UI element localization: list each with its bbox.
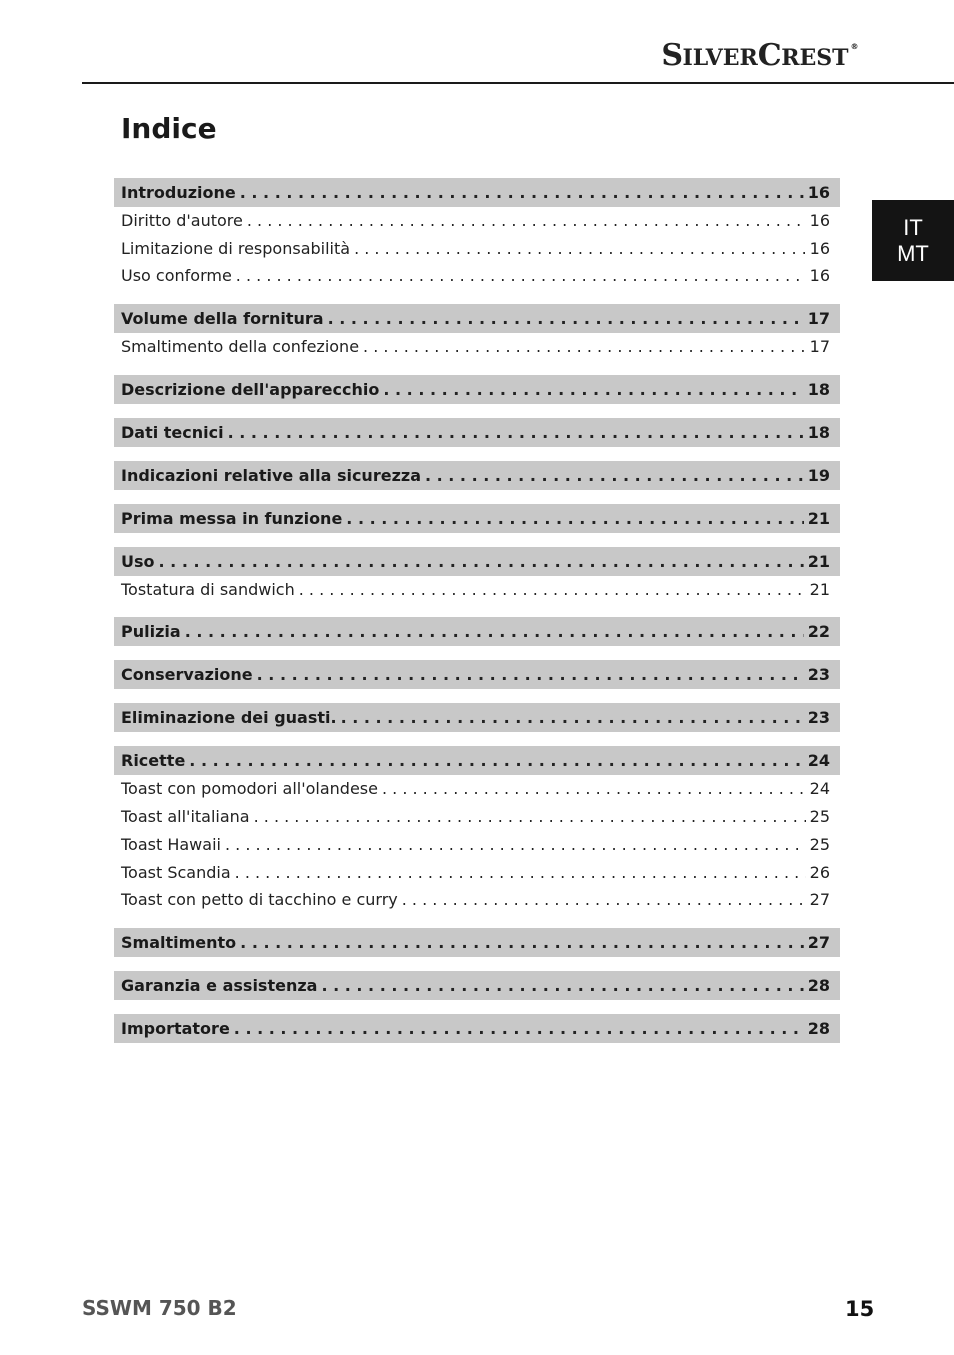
toc-entry-sub-page: 27 [809, 890, 830, 910]
brand-logo-letter: C [757, 38, 782, 73]
toc-entry-sub-title: Toast Scandia [121, 862, 231, 882]
toc-entry-main-page: 19 [807, 465, 830, 485]
dot-leader [189, 746, 803, 775]
toc-entry-sub-page: 16 [809, 238, 830, 258]
language-code-mt: MT [897, 240, 929, 266]
toc-entry-main-title: Pulizia [121, 622, 181, 642]
dot-leader [159, 547, 804, 576]
toc-entry-main-page: 23 [807, 708, 830, 728]
dot-leader [234, 1014, 804, 1043]
toc-entry-sub-title: Limitazione di responsabilità [121, 238, 351, 258]
dot-leader [346, 504, 803, 533]
toc-entry-sub-title: Toast all'italiana [121, 807, 250, 827]
toc-entry-main-title: Prima messa in funzione [121, 508, 343, 528]
dot-leader [257, 660, 804, 689]
toc-section [114, 418, 840, 447]
footer-page-number: 15 [845, 1297, 875, 1321]
toc-entry-sub-page: 16 [809, 211, 830, 230]
toc-entry-sub-title: Uso conforme [121, 266, 232, 286]
table-of-contents [114, 178, 840, 1057]
toc-section [114, 304, 840, 361]
toc-section [114, 375, 840, 404]
dot-leader [354, 235, 806, 263]
toc-entry-main-title: Smaltimento [121, 932, 237, 952]
dot-leader [299, 576, 806, 604]
toc-section [114, 178, 840, 290]
toc-entry-sub[interactable] [114, 262, 840, 290]
toc-entry-main[interactable] [114, 1014, 840, 1043]
dot-leader [236, 262, 806, 290]
brand-logo-letter: S [661, 38, 683, 73]
toc-entry-sub[interactable] [114, 859, 840, 887]
language-code-it: IT [903, 214, 923, 240]
toc-entry-main[interactable] [114, 617, 840, 646]
toc-entry-main-title: Garanzia e assistenza [121, 975, 318, 995]
toc-entry-main-page: 24 [807, 751, 830, 771]
footer-model: SSWM 750 B2 [82, 1296, 237, 1320]
toc-entry-sub-page: 25 [809, 807, 830, 827]
toc-entry-main[interactable] [114, 703, 840, 732]
registered-mark: ® [850, 42, 858, 51]
dot-leader [383, 375, 803, 404]
toc-section [114, 660, 840, 689]
toc-entry-main-page: 27 [807, 932, 830, 952]
toc-entry-main-title: Indicazioni relative alla sicurezza [121, 465, 421, 485]
header-rule [82, 82, 954, 84]
toc-entry-main[interactable] [114, 547, 840, 576]
language-tab [872, 200, 954, 281]
dot-leader [402, 886, 806, 914]
toc-section [114, 461, 840, 490]
toc-entry-main-title: Descrizione dell'apparecchio [121, 379, 380, 399]
dot-leader [425, 461, 804, 490]
toc-entry-sub-page: 25 [809, 834, 830, 854]
toc-entry-main-page: 18 [807, 379, 830, 399]
toc-entry-main-page: 21 [807, 508, 830, 528]
toc-entry-main-title: Dati tecnici [121, 422, 224, 442]
toc-entry-main-page: 18 [807, 422, 830, 442]
dot-leader [328, 304, 804, 333]
toc-entry-sub-title: Tostatura di sandwich [121, 579, 295, 599]
toc-entry-main-title: Volume della fornitura [121, 309, 324, 329]
brand-logo [661, 38, 858, 73]
toc-entry-sub-title: Toast con pomodori all'olandese [121, 779, 378, 799]
toc-section [114, 504, 840, 533]
toc-entry-sub-title: Diritto d'autore [121, 211, 243, 230]
dot-leader [240, 928, 804, 957]
dot-leader [235, 859, 806, 887]
toc-entry-sub-page: 17 [809, 337, 830, 357]
toc-section [114, 971, 840, 1000]
toc-entry-main-page: 22 [807, 622, 830, 642]
toc-entry-main[interactable] [114, 375, 840, 404]
toc-entry-sub[interactable] [114, 207, 840, 235]
dot-leader [341, 703, 804, 732]
toc-entry-main[interactable] [114, 418, 840, 447]
dot-leader [254, 803, 806, 831]
toc-entry-sub-title: Toast Hawaii [121, 834, 221, 854]
toc-entry-main[interactable] [114, 928, 840, 957]
toc-section [114, 547, 840, 604]
toc-entry-main[interactable] [114, 461, 840, 490]
toc-entry-sub-title: Toast con petto di tacchino e curry [121, 890, 398, 910]
toc-entry-main-title: Conservazione [121, 665, 253, 685]
toc-entry-sub-page: 26 [809, 862, 830, 882]
toc-entry-main-title: Ricette [121, 751, 186, 771]
dot-leader [363, 333, 806, 361]
brand-logo-letters: REST [781, 45, 849, 71]
toc-entry-sub[interactable] [114, 803, 840, 831]
toc-entry-main[interactable] [114, 304, 840, 333]
toc-entry-sub[interactable] [114, 576, 840, 604]
toc-entry-main-page: 28 [807, 975, 830, 995]
toc-entry-main-page: 17 [807, 309, 830, 329]
toc-entry-sub-title: Smaltimento della confezione [121, 337, 360, 357]
dot-leader [247, 207, 806, 235]
toc-section [114, 928, 840, 957]
dot-leader [240, 178, 804, 207]
toc-entry-main[interactable] [114, 660, 840, 689]
toc-entry-main-title: Eliminazione dei guasti. [121, 708, 337, 728]
toc-entry-main-page: 23 [807, 665, 830, 685]
toc-entry-sub-page: 16 [809, 266, 830, 286]
toc-section [114, 703, 840, 732]
toc-entry-main[interactable] [114, 746, 840, 775]
toc-entry-main[interactable] [114, 504, 840, 533]
toc-entry-main-page: 21 [807, 551, 830, 571]
toc-entry-sub[interactable] [114, 333, 840, 361]
toc-entry-main-title: Introduzione [121, 183, 236, 202]
toc-entry-main-page: 28 [807, 1018, 830, 1038]
toc-entry-sub[interactable] [114, 235, 840, 263]
toc-section [114, 746, 840, 913]
dot-leader [185, 617, 804, 646]
toc-entry-main[interactable] [114, 971, 840, 1000]
dot-leader [225, 831, 806, 859]
dot-leader [228, 418, 804, 447]
brand-logo-letters: ILVER [682, 45, 758, 71]
toc-entry-sub[interactable] [114, 775, 840, 803]
dot-leader [382, 775, 806, 803]
toc-entry-main[interactable] [114, 178, 840, 207]
toc-entry-main-page: 16 [807, 183, 830, 202]
toc-section [114, 617, 840, 646]
toc-entry-main-title: Uso [121, 551, 155, 571]
page-title: Indice [121, 112, 217, 145]
dot-leader [321, 971, 803, 1000]
toc-entry-sub[interactable] [114, 886, 840, 914]
toc-entry-sub[interactable] [114, 831, 840, 859]
toc-section [114, 1014, 840, 1043]
toc-entry-sub-page: 24 [809, 779, 830, 799]
toc-entry-main-title: Importatore [121, 1018, 230, 1038]
toc-entry-sub-page: 21 [809, 579, 830, 599]
